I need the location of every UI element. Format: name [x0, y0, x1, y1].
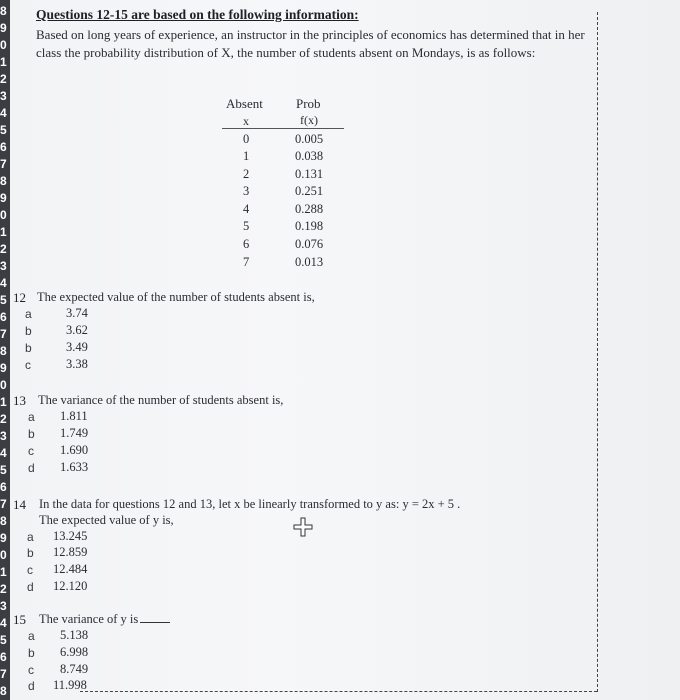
- row-number: 3: [0, 430, 7, 443]
- table-cell-prob: 0.288: [295, 202, 324, 216]
- table-cell-x: 5: [243, 219, 250, 233]
- row-number: 2: [0, 413, 7, 426]
- table-col-absent-title: Absent: [226, 96, 263, 111]
- section-title: Questions 12-15 are based on the following information:: [36, 7, 359, 22]
- option-value: 3.74: [66, 306, 88, 320]
- table-col-prob-title: Prob: [296, 96, 321, 111]
- row-number: 2: [0, 243, 7, 256]
- row-number: 7: [0, 158, 7, 171]
- option-value: 6.998: [60, 645, 89, 659]
- answer-blank: [140, 612, 170, 623]
- row-number: 1: [0, 226, 7, 239]
- option-value: 12.859: [53, 545, 88, 559]
- option-value: 1.690: [60, 443, 89, 457]
- table-cell-x: 7: [243, 255, 250, 269]
- table-cell-x: 2: [243, 167, 250, 181]
- question-number: 14: [13, 497, 26, 512]
- row-number: 8: [0, 175, 7, 188]
- row-number-gutter: [0, 0, 10, 700]
- row-number: 5: [0, 294, 7, 307]
- option-letter: b: [25, 341, 32, 355]
- row-number: 5: [0, 634, 7, 647]
- row-number: 9: [0, 192, 7, 205]
- row-number: 4: [0, 617, 7, 630]
- question-text-wrap: [39, 612, 170, 627]
- option-letter: d: [28, 461, 35, 475]
- spreadsheet-page: [10, 0, 680, 700]
- row-number: 9: [0, 532, 7, 545]
- option-value: 8.749: [60, 662, 89, 676]
- row-number: 6: [0, 141, 7, 154]
- table-cell-x: 6: [243, 237, 250, 251]
- page-break-line-vertical: [597, 12, 598, 692]
- table-cell-x: 0: [243, 132, 250, 146]
- row-number: 3: [0, 600, 7, 613]
- option-letter: a: [28, 410, 35, 424]
- row-number: 9: [0, 362, 7, 375]
- option-value: 3.38: [66, 357, 88, 371]
- question-text-second-line: The expected value of y is,: [39, 513, 174, 527]
- table-header-rule: [222, 128, 344, 129]
- table-cell-prob: 0.198: [295, 219, 324, 233]
- option-value: 12.484: [53, 562, 88, 576]
- row-number: 9: [0, 22, 7, 35]
- table-cell-prob: 0.076: [295, 237, 324, 251]
- row-number: 1: [0, 56, 7, 69]
- row-number: 0: [0, 549, 7, 562]
- section-intro: Based on long years of experience, an instructor in the principles of economics has determined that in her class the probability distribution of X, the number of students absent on Mondays, is as follows:: [36, 27, 585, 60]
- row-number: 8: [0, 515, 7, 528]
- option-value: 3.49: [66, 340, 88, 354]
- row-number: 1: [0, 396, 7, 409]
- row-number: 5: [0, 124, 7, 137]
- option-value: 13.245: [53, 529, 88, 543]
- option-letter: d: [27, 580, 34, 594]
- table-cell-prob: 0.038: [295, 149, 324, 163]
- row-number: 4: [0, 277, 7, 290]
- option-letter: c: [28, 663, 34, 677]
- row-number: 4: [0, 447, 7, 460]
- table-cell-prob: 0.005: [295, 132, 324, 146]
- table-cell-prob: 0.131: [295, 167, 324, 181]
- question-number: 15: [13, 612, 26, 627]
- option-letter: a: [27, 530, 34, 544]
- option-value: 11.998: [53, 678, 87, 692]
- row-number: 8: [0, 5, 7, 18]
- move-cursor-icon: [293, 517, 313, 537]
- row-number: 6: [0, 311, 7, 324]
- table-cell-x: 1: [243, 149, 250, 163]
- row-number: 8: [0, 345, 7, 358]
- row-number: 6: [0, 481, 7, 494]
- row-number: 0: [0, 379, 7, 392]
- page-break-line-horizontal: [80, 691, 597, 692]
- option-value: 1.633: [60, 460, 89, 474]
- table-cell-prob: 0.013: [295, 255, 324, 269]
- table-cell-x: 3: [243, 184, 250, 198]
- question-number: 12: [13, 290, 26, 305]
- row-number: 7: [0, 498, 7, 511]
- option-value: 12.120: [53, 579, 88, 593]
- table-col-fx: f(x): [300, 113, 318, 127]
- option-value: 3.62: [66, 323, 88, 337]
- option-value: 1.811: [60, 409, 88, 423]
- table-col-x: x: [243, 114, 249, 128]
- table-cell-x: 4: [243, 202, 250, 216]
- row-number: 0: [0, 209, 7, 222]
- question-number: 13: [13, 393, 26, 408]
- option-letter: b: [27, 546, 34, 560]
- option-letter: a: [25, 307, 32, 321]
- row-number: 5: [0, 464, 7, 477]
- row-number: 0: [0, 39, 7, 52]
- row-number: 7: [0, 668, 7, 681]
- row-number: 4: [0, 107, 7, 120]
- row-number: 6: [0, 651, 7, 664]
- row-number: 7: [0, 328, 7, 341]
- option-letter: b: [28, 646, 35, 660]
- option-letter: b: [28, 427, 35, 441]
- option-letter: a: [28, 629, 35, 643]
- option-letter: b: [25, 324, 32, 338]
- option-letter: c: [27, 563, 33, 577]
- option-letter: c: [25, 358, 31, 372]
- row-number: 3: [0, 260, 7, 273]
- row-number: 2: [0, 73, 7, 86]
- option-letter: c: [28, 444, 34, 458]
- row-number: 8: [0, 685, 7, 698]
- table-cell-prob: 0.251: [295, 184, 324, 198]
- row-number: 1: [0, 566, 7, 579]
- option-letter: d: [28, 679, 35, 693]
- question-text: The variance of y is: [39, 612, 139, 626]
- question-text: In the data for questions 12 and 13, let x be linearly transformed to y as: y = 2x + 5 .: [39, 497, 461, 511]
- row-number: 3: [0, 90, 7, 103]
- question-text: The variance of the number of students absent is,: [38, 393, 284, 407]
- option-value: 1.749: [60, 426, 89, 440]
- row-number: 2: [0, 583, 7, 596]
- option-value: 5.138: [60, 628, 89, 642]
- question-text: The expected value of the number of students absent is,: [37, 290, 315, 304]
